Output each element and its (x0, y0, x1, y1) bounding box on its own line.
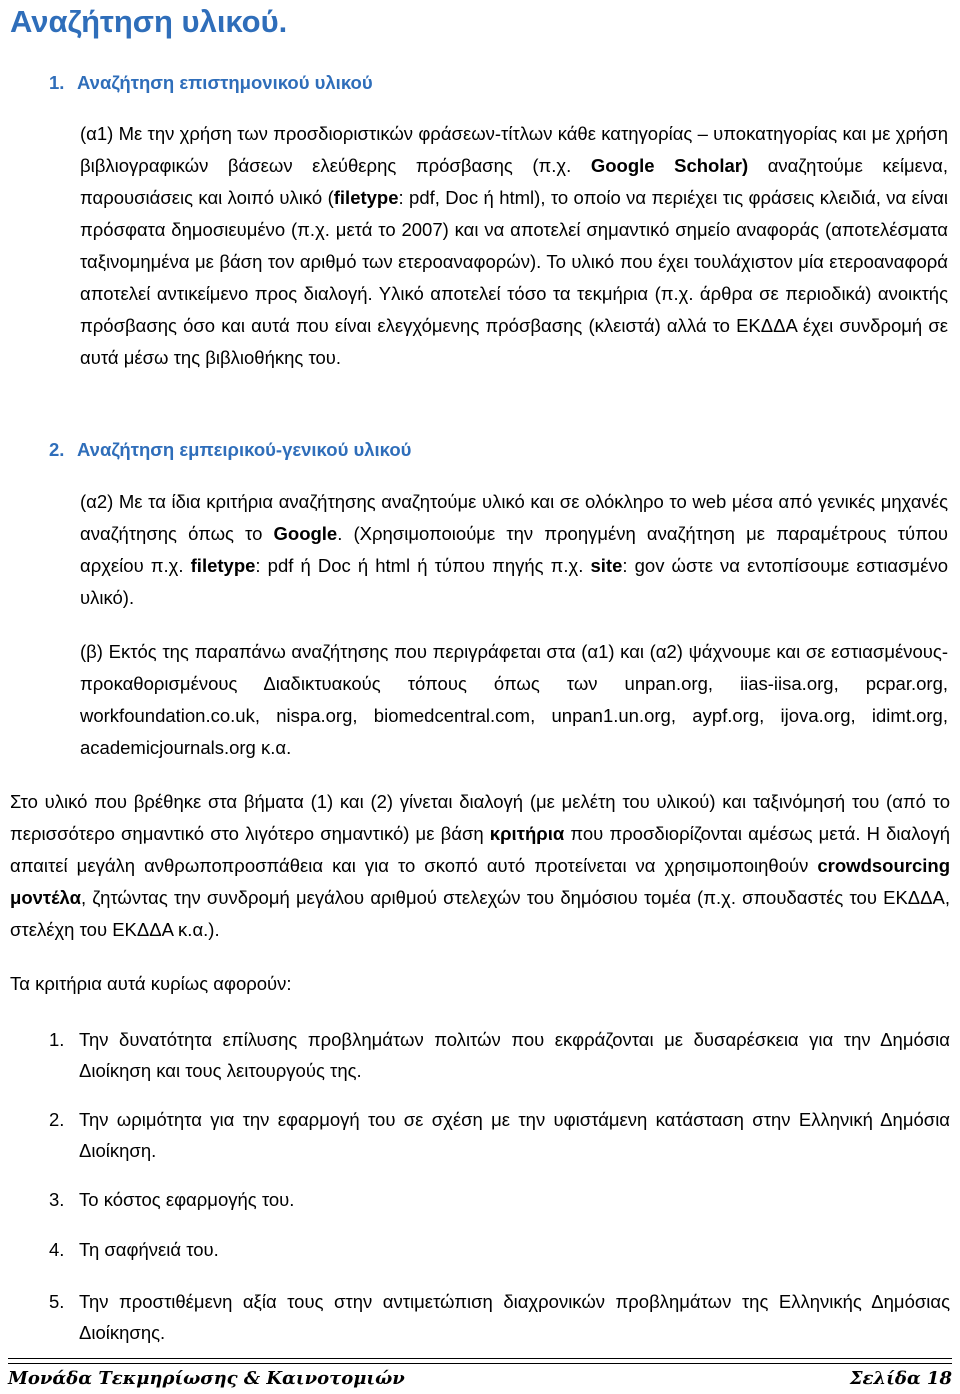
text-run: , ζητώντας την συνδρομή μεγάλου αριθμού στελεχών του δημόσιου τομέα (π.χ. σπουδαστές του ΕΚΔΔΑ, στελέχη του ΕΚΔΔΑ κ.α.). (10, 887, 950, 940)
google-scholar-bold: Google Scholar) (590, 155, 749, 176)
section-2-paragraph-a2 (80, 486, 948, 614)
footer-divider (8, 1358, 952, 1364)
site-bold: site (590, 555, 623, 576)
section-1-number: 1. (49, 72, 65, 93)
section-1-heading (49, 70, 373, 96)
list-item (49, 1286, 950, 1348)
list-item-number: 5. (49, 1291, 65, 1312)
list-item (49, 1234, 950, 1265)
list-item (49, 1104, 950, 1166)
text-run: (α2) Με τα ίδια κριτήρια αναζήτησης αναζητούμε υλικό και σε ολόκληρο το web μέσα από γενικές μηχανές αναζήτησης όπως το (80, 491, 948, 544)
text-run: . (Χρησιμοποιούμε την προηγμένη αναζήτηση με παραμέτρους τύπου αρχείου π.χ. (80, 523, 948, 576)
text-run: αναζητούμε κείμενα, παρουσιάσεις και λοιπό υλικό ( (80, 155, 948, 208)
text-run: : pdf, Doc ή html), το οποίο να περιέχει τις φράσεις κλειδιά, να είναι πρόσφατα δημοσιευμένο (π.χ. μετά το 2007) και να αποτελεί σημαντικό σημείο αναφοράς (αποτελέσματα ταξινομημένα με βάση τον αριθμό των ετεροαναφορών). Το υλικό που έχει τουλάχιστον μία ετεροαναφορά αποτελεί αντικείμενο προς διαλογή. Υλικό αποτελεί τόσο τα τεκμήρια (π.χ. άρθρα σε περιοδικά) ανοικτής πρόσβασης όσο και αυτά που είναι ελεγχόμενης πρόσβασης (κλειστά) αλλά το ΕΚΔΔΑ έχει συνδρομή σε αυτά μέσω της βιβλιοθήκης του. (80, 187, 948, 368)
list-item-text: Την δυνατότητα επίλυσης προβλημάτων πολιτών που εκφράζονται με δυσαρέσκεια για την Δημόσια Διοίκηση και τους λειτουργούς της. (79, 1029, 950, 1081)
section-1-paragraph (80, 118, 948, 374)
crowdsourcing-bold: crowdsourcing μοντέλα (10, 855, 950, 908)
list-item-text: Το κόστος εφαρμογής του. (79, 1189, 295, 1210)
footer-page-number: Σελίδα 18 (849, 1368, 952, 1389)
list-item-number: 3. (49, 1189, 65, 1210)
filetype-bold: filetype (190, 555, 256, 576)
section-2-title: Αναζήτηση εμπειρικού-γενικού υλικού (77, 439, 412, 460)
selection-paragraph (10, 786, 950, 946)
criteria-bold: κριτήρια (489, 823, 565, 844)
section-2-number: 2. (49, 439, 65, 460)
google-bold: Google (273, 523, 338, 544)
text-run: (α1) Με την χρήση των προσδιοριστικών φράσεων-τίτλων κάθε κατηγορίας – υποκατηγορίας και με χρήση βιβλιογραφικών βάσεων ελεύθερης πρόσβασης (π.χ. (80, 123, 948, 176)
list-item-text: Την προστιθέμενη αξία τους στην αντιμετώπιση διαχρονικών προβλημάτων της Ελληνικής Δημόσιας Διοίκησης. (79, 1291, 950, 1343)
footer-unit-name: Μονάδα Τεκμηρίωσης & Καινοτομιών (8, 1368, 405, 1389)
text-run: Στο υλικό που βρέθηκε στα βήματα (1) και (2) γίνεται διαλογή (με μελέτη του υλικού) και ταξινόμησή του (από το περισσότερο σημαντικό στο λιγότερο σημαντικό) με βάση (10, 791, 950, 844)
list-item-number: 2. (49, 1109, 65, 1130)
list-item-number: 4. (49, 1239, 65, 1260)
list-item-text: Την ωριμότητα για την εφαρμογή του σε σχέση με την υφιστάμενη κατάσταση στην Ελληνική Δημόσια Διοίκηση. (79, 1109, 950, 1161)
list-item (49, 1024, 950, 1086)
list-item-text: Τη σαφήνειά του. (79, 1239, 219, 1260)
text-run: : gov ώστε να εντοπίσουμε εστιασμένο υλικό). (80, 555, 948, 608)
page-title: Αναζήτηση υλικού. (10, 4, 288, 39)
list-item (49, 1184, 950, 1215)
section-2-paragraph-b: (β) Εκτός της παραπάνω αναζήτησης που περιγράφεται στα (α1) και (α2) ψάχνουμε και σε εστιασμένους-προκαθορισμένους Διαδικτυακούς τόπους όπως των unpan.org, iias-iisa.org, pcpar.org, workfoundation.co.uk, nispa.org, biomedcentral.com, unpan1.un.org, aypf.org, ijova.org, idimt.org, academicjournals.org κ.α. (80, 641, 948, 758)
filetype-bold: filetype (333, 187, 399, 208)
criteria-intro: Τα κριτήρια αυτά κυρίως αφορούν: (10, 973, 292, 994)
section-1-title: Αναζήτηση επιστημονικού υλικού (77, 72, 373, 93)
text-run: που προσδιορίζονται αμέσως μετά. Η διαλογή απαιτεί μεγάλη ανθρωποπροσπάθεια και για το σκοπό αυτό προτείνεται να χρησιμοποιηθούν (10, 823, 951, 876)
list-item-number: 1. (49, 1029, 65, 1050)
text-run: : pdf ή Doc ή html ή τύπου πηγής π.χ. (255, 555, 591, 576)
section-2-heading (49, 437, 411, 463)
